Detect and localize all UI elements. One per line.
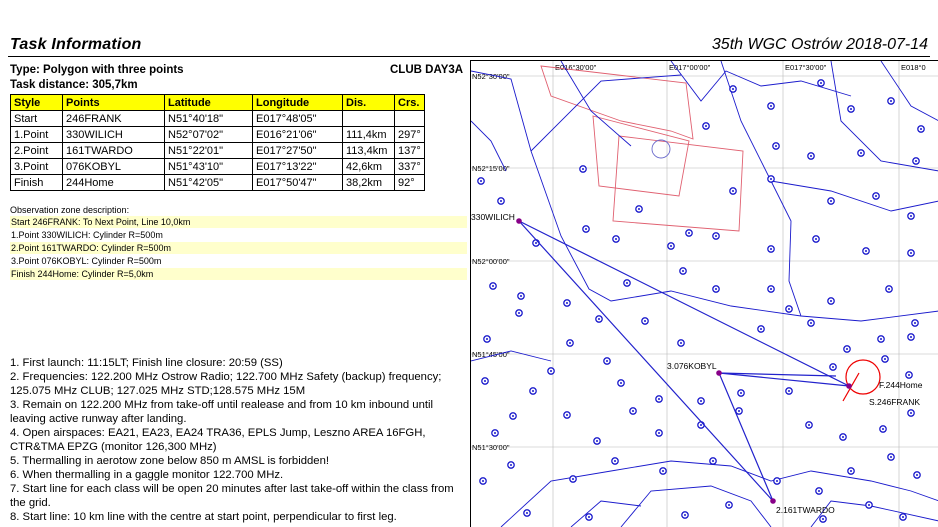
table-row — [11, 127, 425, 143]
note-item: 7. Start line for each class will be open 20 minutes after last take-off within the class from the grid. — [10, 483, 454, 509]
waypoint-icon-dot — [569, 342, 571, 344]
waypoint-icon-dot — [680, 342, 682, 344]
waypoint-icon-dot — [865, 250, 867, 252]
waypoint-icon-dot — [715, 288, 717, 290]
waypoint-icon-dot — [482, 480, 484, 482]
waypoint-icon-dot — [670, 245, 672, 247]
briefing-notes — [10, 356, 462, 524]
table-cell: Finish — [11, 175, 63, 191]
waypoint-icon-dot — [566, 414, 568, 416]
waypoint-icon-dot — [760, 328, 762, 330]
lat-label: N51°45'00" — [472, 350, 510, 359]
waypoint-icon-dot — [620, 382, 622, 384]
waypoint-icon-dot — [486, 338, 488, 340]
waypoint-icon-dot — [830, 300, 832, 302]
waypoint-icon-dot — [875, 195, 877, 197]
note-item: 8. Start line: 10 km line with the centre at start point, perpendicular to first leg. — [10, 511, 397, 523]
task-map[interactable] — [470, 60, 938, 527]
waypoint-icon-dot — [526, 512, 528, 514]
column-header: Dis. — [343, 95, 395, 111]
table-cell: 244Home — [63, 175, 165, 191]
waypoint-icon-dot — [880, 338, 882, 340]
lon-label: E017°30'00" — [785, 63, 827, 72]
waypoint-icon-dot — [550, 370, 552, 372]
table-cell: 111,4km — [343, 127, 395, 143]
lat-label: N52°30'00" — [472, 72, 510, 81]
turnpoint-1-label: 330WILICH — [471, 212, 515, 222]
waypoint-icon-dot — [860, 152, 862, 154]
waypoint-icon-dot — [850, 108, 852, 110]
waypoint-icon-dot — [492, 285, 494, 287]
start-marker — [846, 383, 852, 389]
waypoint-icon-dot — [775, 145, 777, 147]
table-cell: 2.Point — [11, 143, 63, 159]
turnpoint-1-marker — [516, 218, 522, 224]
finish-zone — [846, 360, 880, 394]
lon-label: E016°30'00" — [555, 63, 597, 72]
table-cell: N51°42'05" — [165, 175, 253, 191]
turnpoint-3-marker — [716, 370, 722, 376]
waypoint-icon-dot — [818, 490, 820, 492]
waypoint-icon-dot — [588, 516, 590, 518]
waypoint-icon-dot — [888, 288, 890, 290]
turnpoint-table — [10, 94, 425, 191]
waypoint-icon-dot — [770, 248, 772, 250]
start-label: S.246FRANK — [869, 397, 921, 407]
waypoint-icon-dot — [732, 190, 734, 192]
table-cell: 92° — [395, 175, 425, 191]
waypoint-icon-dot — [582, 168, 584, 170]
table-cell: 246FRANK — [63, 111, 165, 127]
observation-zone-item: Start 246FRANK: To Next Point, Line 10,0km — [10, 216, 467, 228]
waypoint-icon-dot — [846, 348, 848, 350]
waypoint-icon-dot — [662, 470, 664, 472]
waypoint-icon-dot — [770, 105, 772, 107]
waypoint-icon-dot — [910, 215, 912, 217]
finish-label: F.244Home — [879, 380, 923, 390]
waypoint-icon-dot — [705, 125, 707, 127]
table-cell: 330WILICH — [63, 127, 165, 143]
column-header: Latitude — [165, 95, 253, 111]
table-cell: E017°50'47" — [253, 175, 343, 191]
waypoint-icon-dot — [920, 128, 922, 130]
waypoint-icon-dot — [688, 232, 690, 234]
table-cell: 38,2km — [343, 175, 395, 191]
task-distance: Task distance: 305,7km — [10, 79, 138, 91]
table-cell: 297° — [395, 127, 425, 143]
waypoint-icon-dot — [732, 88, 734, 90]
table-cell: 1.Point — [11, 127, 63, 143]
note-item: 3. Remain on 122.200 MHz from take-off until realease and from 10 km inbound until leaving active runway after landing. — [10, 399, 434, 425]
waypoint-icon-dot — [815, 238, 817, 240]
page-title: Task Information — [10, 36, 142, 53]
note-item: 1. First launch: 11:15LT; Finish line closure: 20:59 (SS) — [10, 357, 283, 369]
waypoint-icon-dot — [890, 100, 892, 102]
waypoint-icon-dot — [740, 392, 742, 394]
table-cell: 076KOBYL — [63, 159, 165, 175]
waypoint-icon-dot — [810, 322, 812, 324]
waypoint-icon-dot — [658, 398, 660, 400]
waypoint-icon-dot — [810, 155, 812, 157]
table-header-row — [11, 95, 425, 111]
waypoint-icon-dot — [596, 440, 598, 442]
table-cell: N52°07'02" — [165, 127, 253, 143]
waypoint-icon-dot — [480, 180, 482, 182]
waypoint-icon-dot — [808, 424, 810, 426]
waypoint-icon-dot — [902, 516, 904, 518]
competition-title: 35th WGC Ostrów 2018-07-14 — [711, 36, 928, 53]
waypoint-icon-dot — [566, 302, 568, 304]
waypoint-icon-dot — [494, 432, 496, 434]
waypoint-icon-dot — [910, 336, 912, 338]
table-cell: 113,4km — [343, 143, 395, 159]
lat-label: N51°30'00" — [472, 443, 510, 452]
note-item: 2. Frequencies: 122.200 MHz Ostrow Radio; 122.700 MHz Safety (backup) frequency; 125.075 MHz CLUB; 127.025 MHz STD;128.575 MHz 15M — [10, 371, 442, 397]
table-cell: E017°13'22" — [253, 159, 343, 175]
waypoint-icon-dot — [598, 318, 600, 320]
table-cell: 42,6km — [343, 159, 395, 175]
table-cell: Start — [11, 111, 63, 127]
waypoint-icon-dot — [770, 178, 772, 180]
task-type: Type: Polygon with three points — [10, 64, 184, 76]
table-cell: E017°27'50" — [253, 143, 343, 159]
table-cell: E017°48'05" — [253, 111, 343, 127]
lat-label: N52°00'00" — [472, 257, 510, 266]
waypoint-icon-dot — [850, 470, 852, 472]
waypoint-icon-dot — [822, 518, 824, 520]
waypoint-icon-dot — [626, 282, 628, 284]
waypoint-icon-dot — [682, 270, 684, 272]
column-header: Crs. — [395, 95, 425, 111]
waypoint-icon-dot — [500, 200, 502, 202]
waypoint-icon-dot — [484, 380, 486, 382]
waypoint-icon-dot — [638, 208, 640, 210]
waypoint-icon-dot — [510, 464, 512, 466]
waypoint-icon-dot — [832, 366, 834, 368]
waypoint-icon-dot — [532, 390, 534, 392]
waypoint-icon-dot — [910, 252, 912, 254]
table-cell: 137° — [395, 143, 425, 159]
waypoint-icon-dot — [770, 288, 772, 290]
column-header: Longitude — [253, 95, 343, 111]
waypoint-icon-dot — [890, 456, 892, 458]
waypoint-icon-dot — [615, 238, 617, 240]
restricted-area — [541, 66, 743, 231]
waypoint-icon-dot — [910, 412, 912, 414]
waypoint-icon-dot — [684, 514, 686, 516]
table-cell: N51°43'10" — [165, 159, 253, 175]
table-cell: 161TWARDO — [63, 143, 165, 159]
observation-zone-item: 1.Point 330WILICH: Cylinder R=500m — [11, 230, 163, 240]
waypoint-icon-dot — [842, 436, 844, 438]
waypoint-icon-dot — [738, 410, 740, 412]
waypoint-icon-dot — [712, 460, 714, 462]
airspace-boundaries — [471, 61, 938, 527]
waypoint-icon-dot — [700, 400, 702, 402]
waypoint-icon-dot — [820, 82, 822, 84]
table-cell — [395, 111, 425, 127]
waypoint-icon-dot — [776, 480, 778, 482]
observation-zone-item: Finish 244Home: Cylinder R=5,0km — [10, 268, 467, 280]
observation-zone-title: Observation zone description: — [10, 205, 130, 215]
waypoint-icon-dot — [520, 295, 522, 297]
waypoint-icon-dot — [884, 358, 886, 360]
header-divider — [8, 56, 930, 57]
waypoint-icon-dot — [830, 200, 832, 202]
waypoint-icon-dot — [715, 235, 717, 237]
waypoint-icon-dot — [882, 428, 884, 430]
note-item: 5. Thermalling in aerotow zone below 850 m AMSL is forbidden! — [10, 455, 329, 467]
turnpoint-2-label: 2.161TWARDO — [776, 505, 835, 515]
observation-zone-item: 3.Point 076KOBYL: Cylinder R=500m — [11, 256, 162, 266]
waypoint-icon-dot — [535, 242, 537, 244]
lon-label: E017°00'00" — [669, 63, 711, 72]
column-header: Style — [11, 95, 63, 111]
waypoint-icon-dot — [512, 415, 514, 417]
note-item: 4. Open airspaces: EA21, EA23, EA24 TRA36, EPLS Jump, Leszno AREA 16FGH, CTR&TMA EPZG (monitor 126,300 MHz) — [10, 427, 426, 453]
lat-label: N52°15'00" — [472, 164, 510, 173]
waypoint-icon-dot — [916, 474, 918, 476]
turnpoint-3-label: 3.076KOBYL — [667, 361, 717, 371]
observation-zone-item: 2.Point 161TWARDO: Cylinder R=500m — [10, 242, 467, 254]
map-grid — [471, 61, 938, 527]
waypoint-icon-dot — [614, 460, 616, 462]
table-row — [11, 159, 425, 175]
waypoint-icon-dot — [606, 360, 608, 362]
waypoint-icon-dot — [644, 320, 646, 322]
waypoint-icon-dot — [518, 312, 520, 314]
turnpoint-2-marker — [770, 498, 776, 504]
column-header: Points — [63, 95, 165, 111]
table-cell: 3.Point — [11, 159, 63, 175]
lon-label: E018°0 — [901, 63, 926, 72]
task-class: CLUB DAY3A — [390, 64, 464, 76]
table-cell: N51°40'18" — [165, 111, 253, 127]
table-row — [11, 175, 425, 191]
map-canvas — [471, 61, 938, 527]
waypoint-icon-dot — [728, 504, 730, 506]
note-item: 6. When thermalling in a gaggle monitor 122.700 MHz. — [10, 469, 284, 481]
waypoint-icon-dot — [572, 478, 574, 480]
waypoint-icon-dot — [788, 308, 790, 310]
waypoint-icon-dot — [914, 322, 916, 324]
table-cell: N51°22'01" — [165, 143, 253, 159]
table-cell: E016°21'06" — [253, 127, 343, 143]
waypoint-icon-dot — [788, 390, 790, 392]
table-cell: 337° — [395, 159, 425, 175]
waypoint-icon-dot — [585, 228, 587, 230]
table-cell — [343, 111, 395, 127]
waypoint-icon-dot — [632, 410, 634, 412]
waypoint-icon-dot — [868, 504, 870, 506]
waypoint-icon-dot — [915, 160, 917, 162]
table-row — [11, 111, 425, 127]
waypoint-icon-dot — [908, 374, 910, 376]
waypoint-icon-dot — [658, 432, 660, 434]
waypoint-icon-dot — [700, 424, 702, 426]
table-row — [11, 143, 425, 159]
